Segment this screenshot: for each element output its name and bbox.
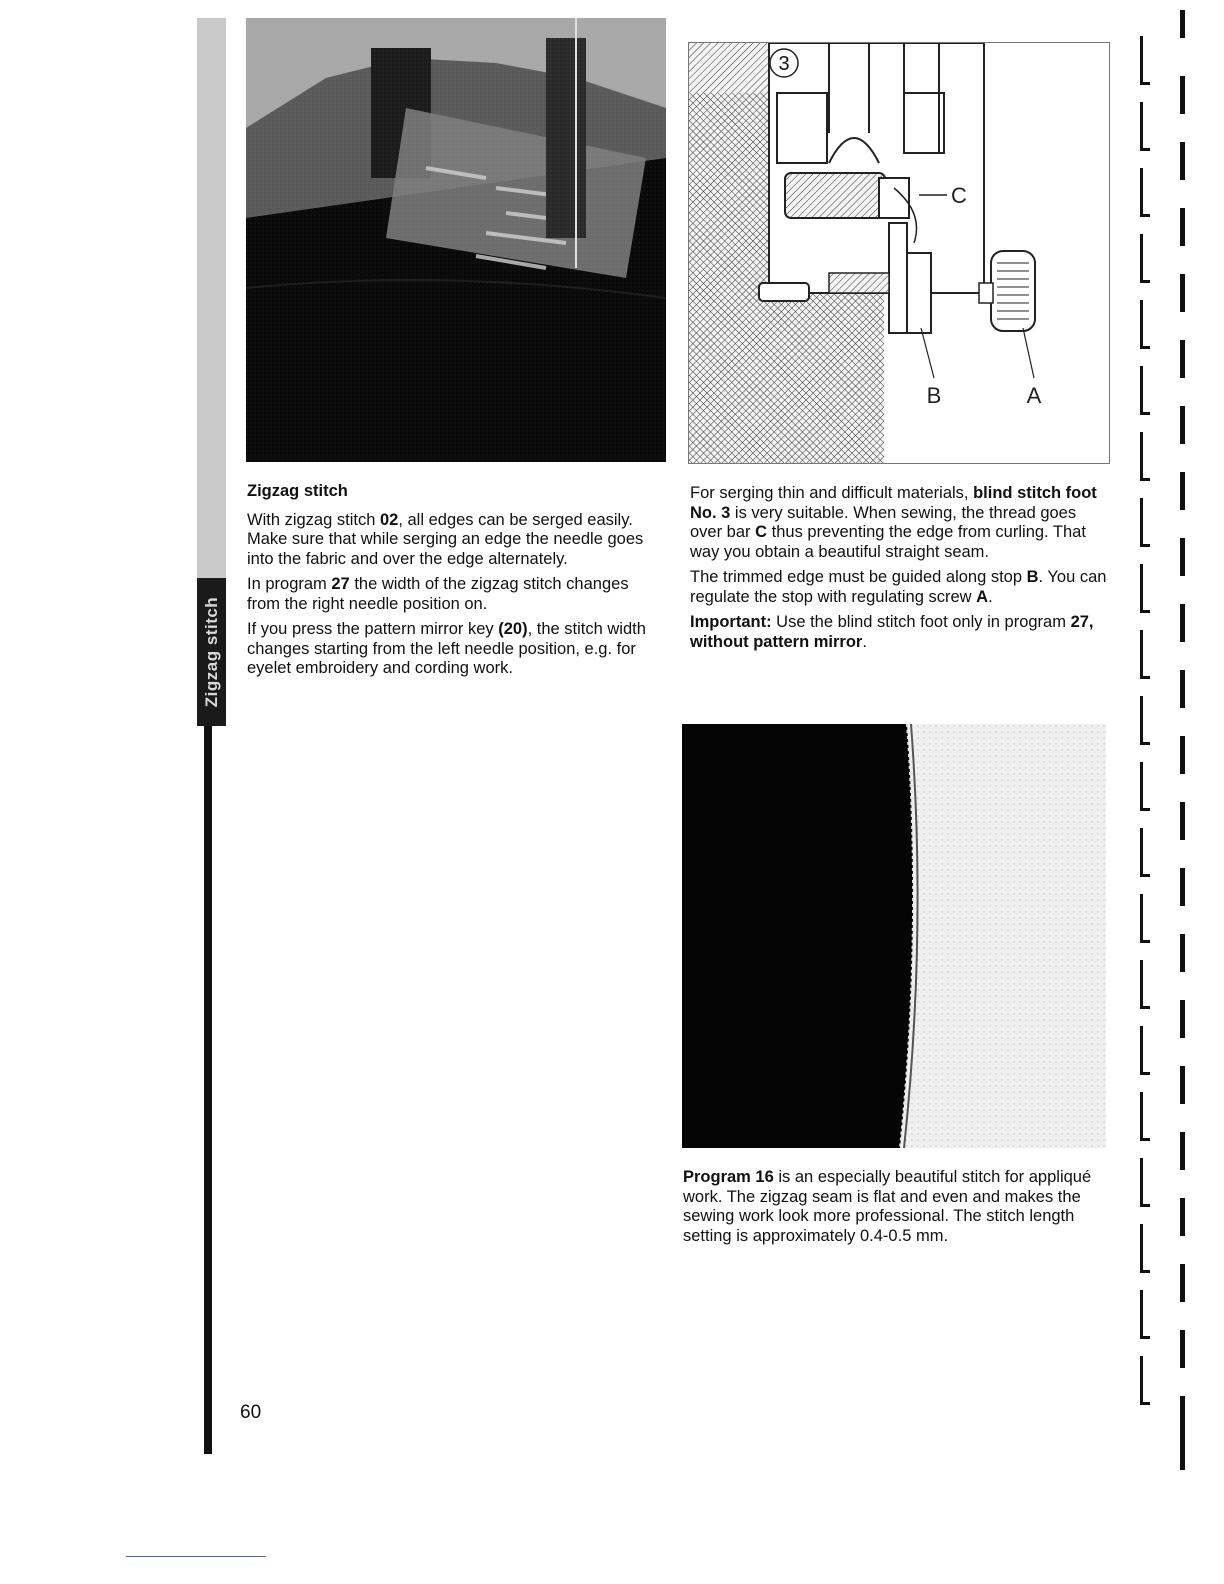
paragraph <box>690 484 1110 562</box>
right-column-bottom-text <box>683 1168 1099 1252</box>
footer-line <box>126 1556 266 1557</box>
bold-run: Important: <box>690 613 772 631</box>
text-run: is an especially beautiful stitch for appliqué work. The zigzag seam is flat and even and makes the sewing work look more professional. The stitch length setting is approximately 0.4-0.5 mm. <box>683 1168 1092 1245</box>
section-heading: Zigzag stitch <box>247 482 348 500</box>
side-tab-strip <box>197 18 226 578</box>
text-run: If you press the pattern mirror key <box>247 620 499 638</box>
photo-presser-foot-serging <box>246 18 666 462</box>
bold-run: (20) <box>498 620 528 638</box>
diagram-blind-stitch-foot <box>688 42 1110 464</box>
side-tab <box>197 578 226 726</box>
side-rule <box>204 726 212 1454</box>
photo-applique-art <box>682 724 1106 1148</box>
page-number: 60 <box>240 1402 262 1423</box>
paragraph <box>690 613 1110 652</box>
diagram-label-number: 3 <box>778 53 790 75</box>
text-run: thus preventing the edge from curling. That way you obtain a beautiful straight seam. <box>690 523 1086 561</box>
bold-run: B <box>1026 568 1039 586</box>
text-run: With zigzag stitch <box>247 510 380 529</box>
photo-presser-foot-art <box>246 18 666 462</box>
text-run: For serging thin and difficult materials, <box>690 484 974 502</box>
diagram-art <box>689 43 1110 464</box>
left-column-text <box>247 482 657 685</box>
bold-run: 27, without pattern mirror <box>690 613 1094 651</box>
diagram-label-a: A <box>1026 383 1042 408</box>
diagram-label-c: C <box>951 183 967 208</box>
paragraph <box>690 568 1110 607</box>
text-run: . You can regulate the stop with regulating screw <box>690 568 1107 606</box>
bold-run: 02 <box>379 510 399 529</box>
paragraph <box>247 620 657 679</box>
paragraph <box>683 1168 1099 1246</box>
paragraph <box>247 511 657 570</box>
bold-run: C <box>755 523 768 541</box>
text-run: . <box>988 587 993 606</box>
bold-run: 27 <box>331 575 350 593</box>
right-column-text <box>690 484 1110 658</box>
text-run: , all edges can be serged easily. Make sure that while serging an edge the needle goes into the fabric and over the edge alternately. <box>247 510 644 568</box>
text-run: In program <box>247 575 332 593</box>
side-tab-label: Zigzag stitch <box>201 596 221 708</box>
text-run: , the stitch width changes starting from the left needle position, e.g. for eyelet embroidery and cording work. <box>247 620 646 677</box>
text-run: Use the blind stitch foot only in program <box>771 613 1071 631</box>
text-run: is very suitable. When sewing, the thread goes over bar <box>690 503 1077 541</box>
diagram-label-b: B <box>926 383 942 408</box>
bold-run: blind stitch foot No. 3 <box>690 484 1097 522</box>
photo-applique-seam <box>682 724 1106 1148</box>
text-run: . <box>862 632 867 651</box>
paragraph <box>247 575 657 614</box>
text-run: The trimmed edge must be guided along stop <box>690 568 1027 586</box>
bold-run: Program 16 <box>683 1168 774 1186</box>
spiral-binding <box>1136 10 1196 1480</box>
bold-run: A <box>976 587 989 606</box>
text-run: the width of the zigzag stitch changes from the right needle position on. <box>247 575 629 613</box>
